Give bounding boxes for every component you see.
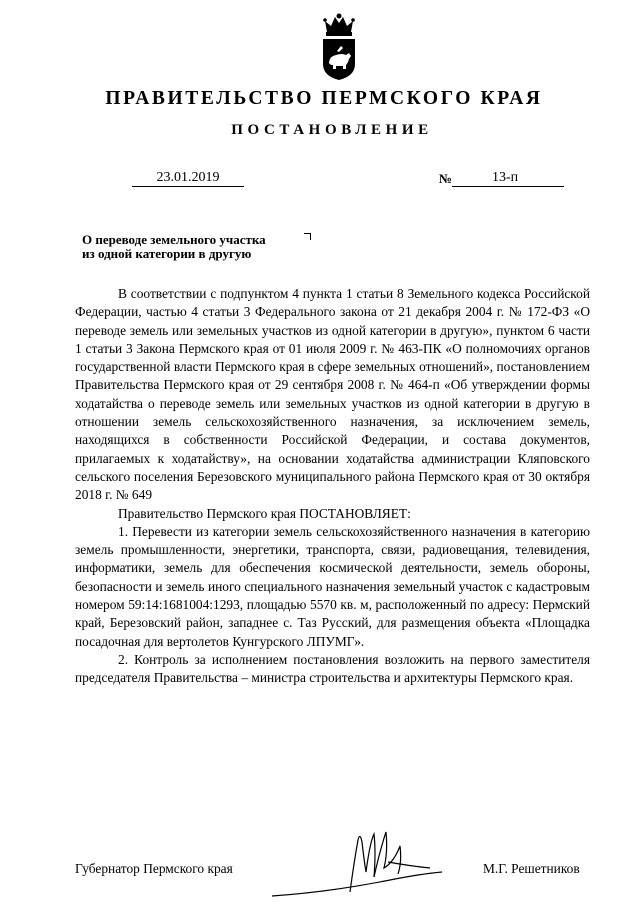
perm-krai-emblem-icon (318, 12, 360, 82)
document-date: 23.01.2019 (132, 170, 244, 187)
document-subject (82, 233, 312, 260)
document-body (75, 285, 590, 688)
organization-title: ПРАВИТЕЛЬСТВО ПЕРМСКОГО КРАЯ (105, 88, 543, 109)
signatory-name: М.Г. Решетников (483, 861, 580, 876)
paragraph-resolves: Правительство Пермского края ПОСТАНОВЛЯЕТ: (118, 505, 411, 521)
paragraph-item-1: 1. Перевести из категории земель сельскохозяйственного назначения в категорию земель промышленности, энергетики, транспорта, связи, радиовещания, телевидения, информатики, земель для обеспечения космической деятельности, земель обороны, безопасности и земель иного специального назначения земельный участок с кадастровым номером 59:14:1681004:1293, площадью 5570 кв. м, расположенный по адресу: Пермский край, Березовский район, западнее с. Таз Русский, для размещения объекта «Площадка посадочная для вертолетов Кунгурского ЛПУМГ». (75, 523, 590, 649)
subject-corner-mark (304, 233, 311, 240)
document-number: 13-п (492, 170, 519, 185)
handwritten-signature (270, 822, 445, 900)
number-sign: № (439, 171, 453, 186)
signatory-position: Губернатор Пермского края (75, 861, 233, 876)
paragraph-item-2: 2. Контроль за исполнением постановления возложить на первого заместителя председателя Правительства – министра строительства и архитектуры Пермского края. (75, 651, 590, 686)
subject-line-2: из одной категории в другую (82, 245, 252, 261)
subject-line-1: О переводе земельного участка (82, 232, 266, 247)
paragraph-preamble: В соответствии с подпунктом 4 пункта 1 статьи 8 Земельного кодекса Российской Федерации, частью 4 статьи 3 Федерального закона от 21 декабря 2004 г. № 172-ФЗ «О переводе земель или земельных участков из одной категории в другую», пунктом 6 части 1 статьи 3 Закона Пермского края от 01 июля 2009 г. № 463-ПК «О полномочиях органов государственной власти Пермского края в сфере земельных отношений», постановлением Правительства Пермского края от 29 сентября 2008 г. № 464-п «Об утверждении формы ходатайства о переводе земель или земельных участков из одной категории в другую в отношении земель сельскохозяйственного назначения, за исключением земель, находящихся в собственности Российской Федерации, и состава документов, прилагаемых к ходатайству», на основании ходатайства администрации Кляповского сельского поселения Березовского муниципального района Пермского края от 30 октября 2018 г. № 649 (75, 286, 590, 503)
document-type: ПОСТАНОВЛЕНИЕ (231, 122, 433, 138)
document-number-field (452, 170, 564, 187)
